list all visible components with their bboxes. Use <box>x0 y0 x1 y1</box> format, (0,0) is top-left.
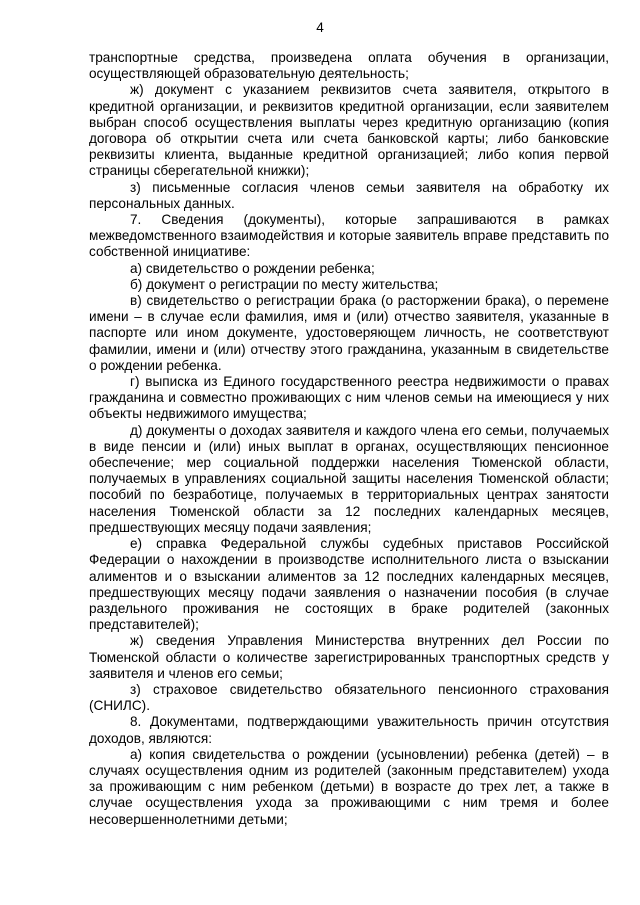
paragraph: 8. Документами, подтверждающими уважительность причин отсутствия доходов, являются: <box>89 714 609 746</box>
paragraph: б) документ о регистрации по месту жительства; <box>130 276 439 292</box>
paragraph: з) письменные согласия членов семьи заявителя на обработку их персональных данных. <box>89 179 609 211</box>
page-number: 4 <box>316 20 324 35</box>
paragraph: г) выписка из Единого государственного реестра недвижимости о правах гражданина и совместно проживающих с ним членов семьи на имеющиеся у них объекты недвижимого имущества; <box>89 374 609 422</box>
paragraph: транспортные средства, произведена оплата обучения в организации, осуществляющей образовательную деятельность; <box>89 50 609 82</box>
paragraph: 7. Сведения (документы), которые запрашиваются в рамках межведомственного взаимодействия и которые заявитель вправе представить по собственной инициативе: <box>89 212 609 260</box>
paragraph: ж) документ с указанием реквизитов счета заявителя, открытого в кредитной организации, и реквизитов кредитной организации, если заявителем выбран способ осуществления выплаты через кредитную организацию (копия договора об открытии счета или счета банковской карты; либо банковские реквизиты клиента, выданные кредитной организацией; либо копия первой страницы сберегательной книжки); <box>89 82 609 179</box>
paragraph: е) справка Федеральной службы судебных приставов Российской Федерации о нахождении в производстве исполнительного листа о взыскании алиментов и о взыскании алиментов за 12 последних календарных месяцев, предшествующих месяцу подачи заявления о назначении пособия (в случае раздельного проживания не состоящих в браке родителей (законных представителей); <box>89 536 609 633</box>
document-body <box>89 50 609 828</box>
paragraph: а) свидетельство о рождении ребенка; <box>130 260 375 276</box>
paragraph: в) свидетельство о регистрации брака (о расторжении брака), о перемене имени – в случае если фамилия, имя и (или) отчество заявителя, указанные в паспорте или ином документе, удостоверяющем личность, не соответствуют фамилии, имени и (или) отчеству этого гражданина, указанным в свидетельстве о рождении ребенка. <box>89 293 609 373</box>
paragraph: ж) сведения Управления Министерства внутренних дел России по Тюменской области о количестве зарегистрированных транспортных средств у заявителя и членов его семьи; <box>89 633 609 681</box>
paragraph: д) документы о доходах заявителя и каждого члена его семьи, получаемых в виде пенсии и (или) иных выплат в органах, осуществляющих пенсионное обеспечение; мер социальной поддержки населения Тюменской области, получаемых в управлениях социальной защиты населения Тюменской области; пособий по безработице, получаемых в территориальных центрах занятости населения Тюменской области за 12 последних календарных месяцев, предшествующих месяцу подачи заявления; <box>89 422 609 535</box>
paragraph: а) копия свидетельства о рождении (усыновлении) ребенка (детей) – в случаях осуществления одним из родителей (законным представителем) ухода за проживающим с ним ребенком (детьми) в возрасте до трех лет, а также в случае осуществления ухода за проживающими с ним тремя и более несовершеннолетними детьми; <box>89 746 609 827</box>
paragraph: з) страховое свидетельство обязательного пенсионного страхования (СНИЛС). <box>89 681 609 714</box>
